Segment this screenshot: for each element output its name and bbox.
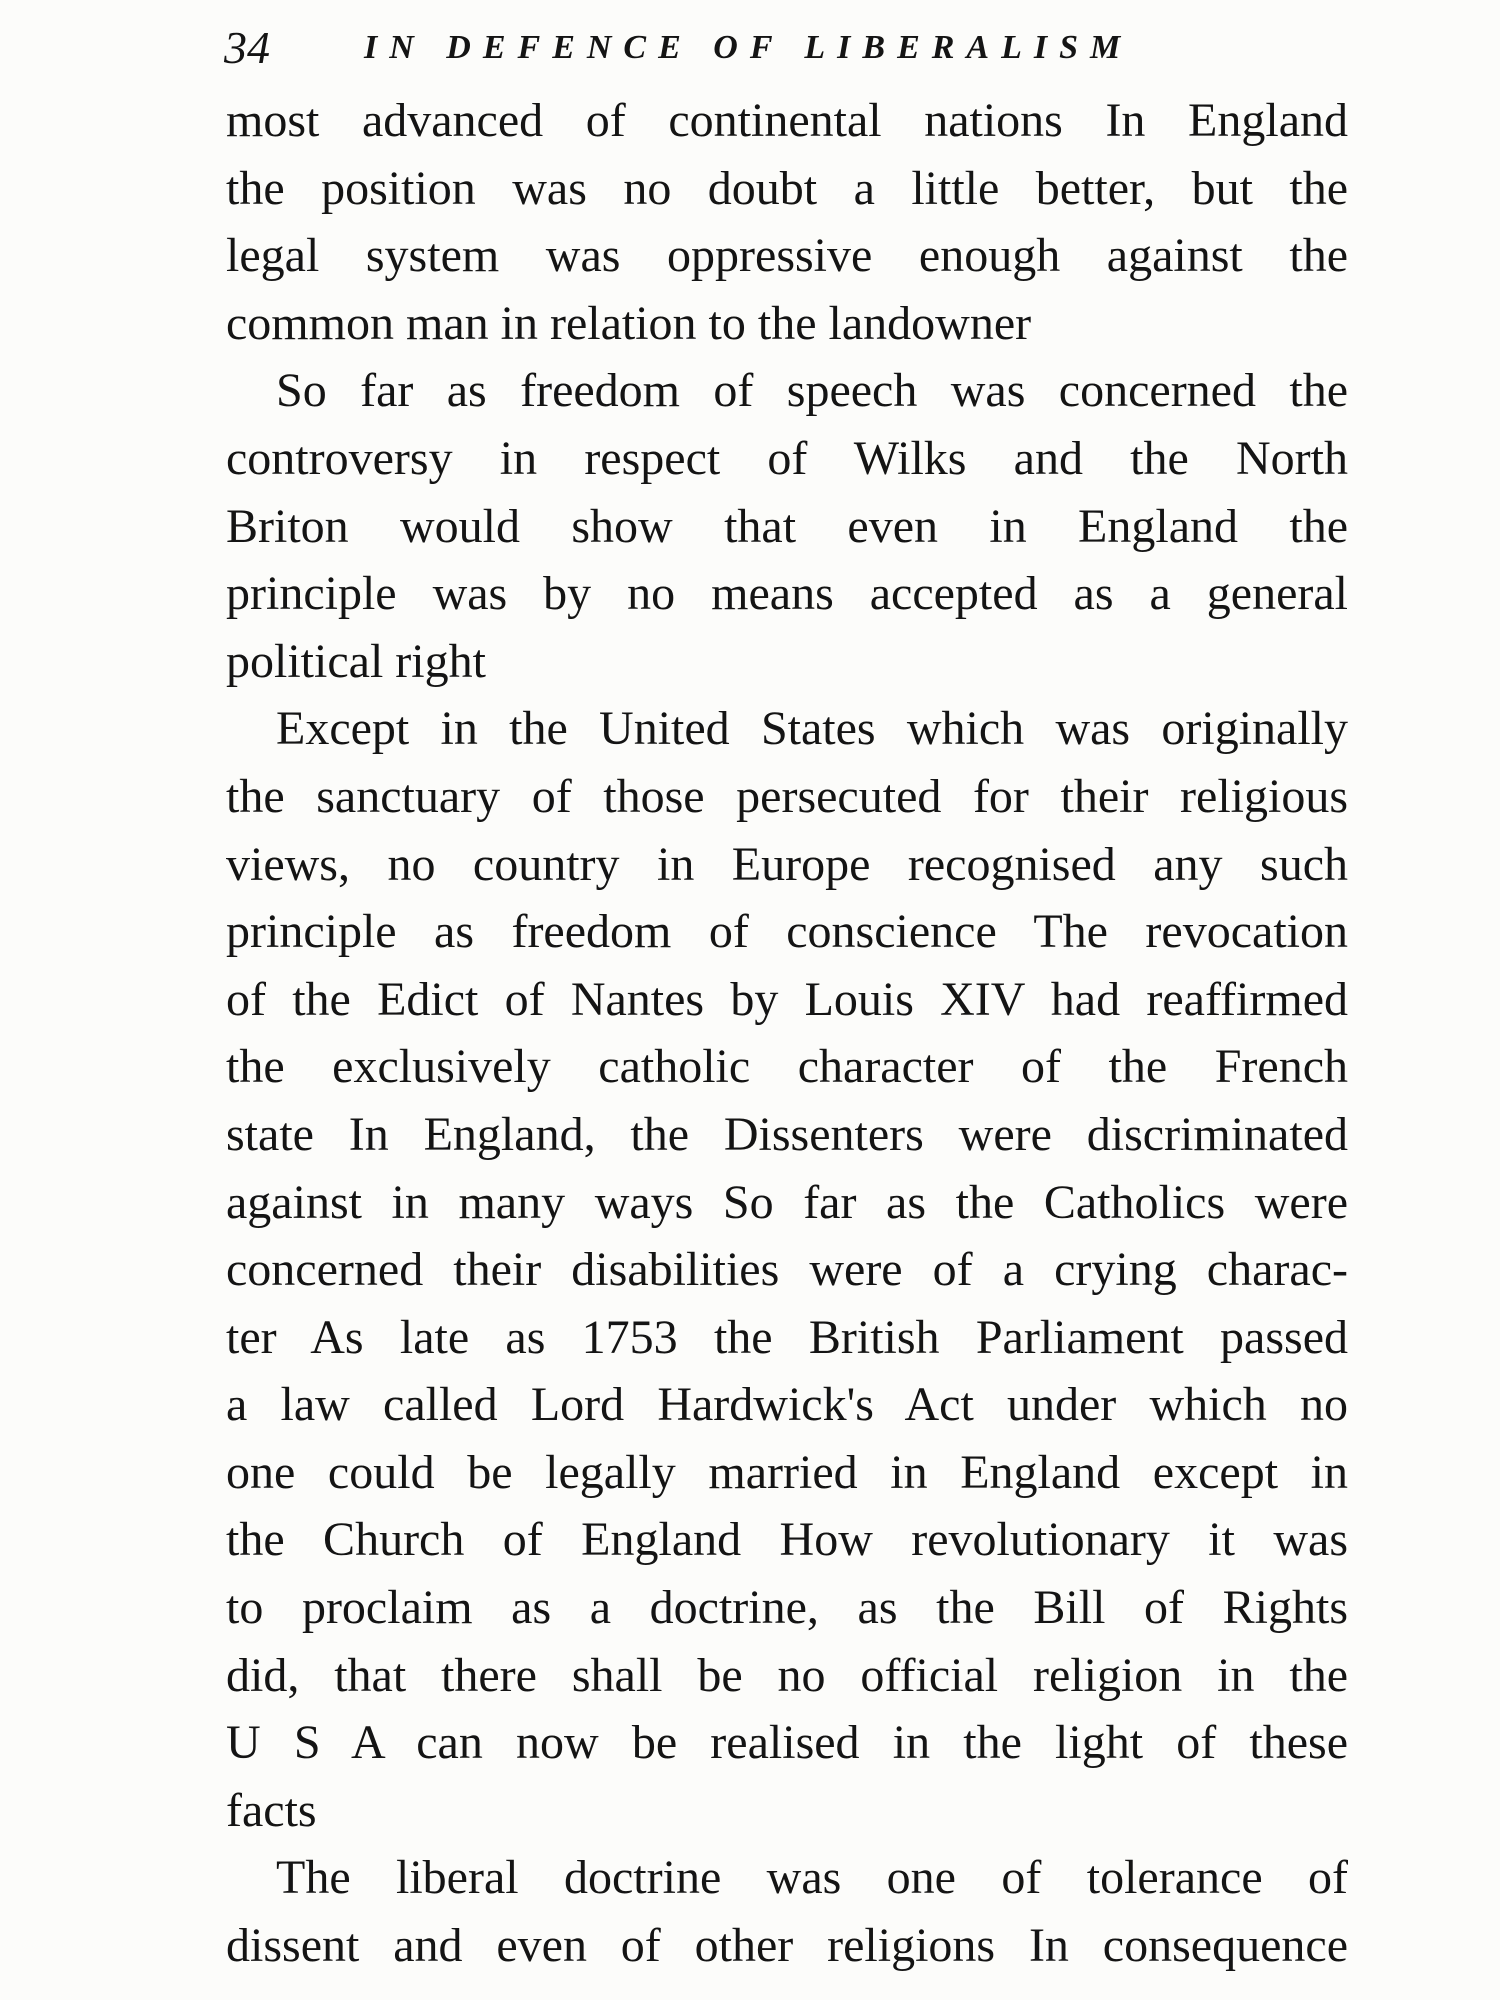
text-line: Except in the United States which was originally [276,702,1348,756]
text-line: views, no country in Europe recognised any such [226,837,1348,891]
page-number: 34 [224,22,270,73]
text-line: Briton would show that even in England the [226,499,1348,553]
text-line: facts [226,1783,317,1837]
text-line: So far as freedom of speech was concerned the [276,364,1348,418]
text-line: U S A can now be realised in the light of these [226,1716,1348,1770]
paragraph [226,1844,1348,1979]
running-title: IN DEFENCE OF LIBERALISM [364,29,1133,66]
paragraph [226,357,1348,695]
text-line: political right [226,634,486,688]
text-line: the position was no doubt a little better, but the [226,161,1348,215]
text-line: The liberal doctrine was one of tolerance of [276,1851,1348,1905]
text-line: the exclusively catholic character of the French [226,1040,1348,1094]
text-line: the sanctuary of those persecuted for their religious [226,769,1348,823]
text-line: common man in relation to the landowner [226,296,1032,350]
text-line: principle was by no means accepted as a general [226,567,1348,621]
text-line: ter As late as 1753 the British Parliament passed [226,1310,1348,1364]
text-line: one could be legally married in England except in [226,1445,1348,1499]
text-line: controversy in respect of Wilks and the North [226,431,1348,485]
running-head [224,18,1344,78]
text-line: a law called Lord Hardwick's Act under which no [226,1378,1348,1432]
text-line: against in many ways So far as the Catholics were [226,1175,1348,1229]
text-line: legal system was oppressive enough against the [226,229,1348,283]
text-line: concerned their disabilities were of a crying charac- [226,1243,1348,1297]
paragraph [226,695,1348,1844]
text-line: state In England, the Dissenters were discriminated [226,1107,1348,1161]
text-line: dissent and even of other religions In consequence [226,1919,1348,1973]
text-line: the Church of England How revolutionary it was [226,1513,1348,1567]
text-line: of the Edict of Nantes by Louis XIV had reaffirmed [226,972,1348,1026]
text-line: principle as freedom of conscience The revocation [226,905,1348,959]
body-text [226,87,1348,1980]
text-line: to proclaim as a doctrine, as the Bill of Rights [226,1581,1348,1635]
text-line: most advanced of continental nations In England [226,94,1348,147]
text-line: did, that there shall be no official religion in the [226,1648,1348,1702]
paragraph [226,87,1348,357]
